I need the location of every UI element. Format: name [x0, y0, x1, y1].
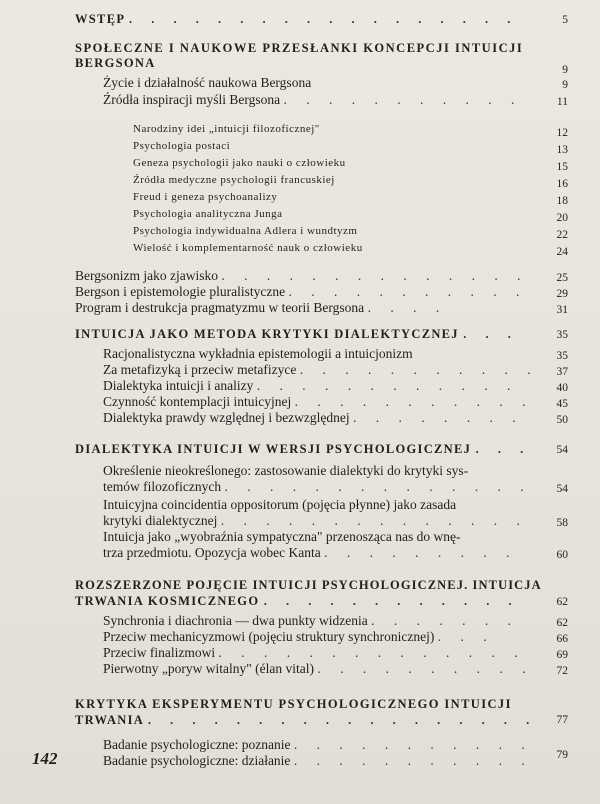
toc-page: 72	[556, 665, 568, 677]
toc-entry: Program i destrukcja pragmatyzmu w teorii Bergsona . . . .	[75, 300, 448, 315]
toc-entry: temów filozoficznych . . . . . . . . . . . . . .	[103, 479, 532, 494]
toc-page: 35	[556, 350, 568, 362]
toc-page: 11	[556, 96, 568, 108]
toc-page: 37	[556, 366, 568, 378]
toc-entry: krytyki dialektycznej . . . . . . . . . . . . . .	[103, 513, 528, 528]
toc-entry: Badanie psychologiczne: poznanie . . . . . . . . . . .	[103, 737, 533, 752]
toc-subentry: Źródła medyczne psychologii francuskiej	[133, 174, 335, 186]
toc-entry: Intuicyjna coincidentia oppositorum (pojęcia płynne) jako zasada	[103, 497, 457, 512]
toc-page: 62	[556, 617, 568, 629]
toc-section-3: DIALEKTYKA INTUICJI W WERSJI PSYCHOLOGICZNEJ . . .	[75, 442, 532, 456]
toc-page: 22	[556, 229, 568, 241]
toc-page: 79	[556, 749, 568, 761]
toc-page: 9	[562, 79, 568, 91]
toc-page: 16	[556, 178, 568, 190]
toc-page: 45	[556, 398, 568, 410]
toc-entry: Synchronia i diachronia — dwa punkty widzenia . . . . . . .	[103, 613, 519, 628]
toc-page: 50	[556, 414, 568, 426]
toc-section-5-line1: KRYTYKA EKSPERYMENTU PSYCHOLOGICZNEGO INTUICJI	[75, 697, 512, 711]
toc-page: 12	[556, 127, 568, 139]
toc-entry: Racjonalistyczna wykładnia epistemologii a intuicjonizm	[103, 346, 413, 361]
toc-page: 18	[556, 195, 568, 207]
toc-subentry: Psychologia indywidualna Adlera i wundtyzm	[133, 225, 358, 237]
toc-page: 54	[556, 444, 568, 456]
toc-entry: Czynność kontemplacji intuicyjnej . . . . . . . . . . .	[103, 394, 534, 409]
toc-page: 35	[556, 329, 568, 341]
toc-entry: Dialektyka prawdy względnej i bezwzględnej . . . . . . . .	[103, 410, 524, 425]
toc-page: 15	[556, 161, 568, 173]
toc-section-4-line1: ROZSZERZONE POJĘCIE INTUICJI PSYCHOLOGICZNEJ. INTUICJA	[75, 578, 542, 592]
toc-entry: Życie i działalność naukowa Bergsona	[103, 75, 312, 90]
toc-entry: Bergson i epistemologie pluralistyczne . . . . . . . . . . .	[75, 284, 528, 299]
toc-entry: Dialektyka intuicji i analizy . . . . . . . . . . . .	[103, 378, 519, 393]
toc-page: 40	[556, 382, 568, 394]
toc-entry: Pierwotny „poryw witalny" (élan vital) . . . . . . . . . .	[103, 661, 534, 676]
toc-subentry: Freud i geneza psychoanalizy	[133, 191, 278, 203]
toc-entry: Przeciw finalizmowi . . . . . . . . . . . . . .	[103, 645, 526, 660]
toc-page: 77	[556, 714, 568, 726]
toc-page: 9	[562, 64, 568, 76]
toc-section-1-line1: SPOŁECZNE I NAUKOWE PRZESŁANKI KONCEPCJI INTUICJI	[75, 41, 524, 55]
toc-section-5-line2: TRWANIA . . . . . . . . . . . . . . . . . .	[75, 713, 538, 727]
toc-subentry: Narodziny idei „intuicji filozoficznej"	[133, 123, 320, 135]
toc-subentry: Geneza psychologii jako nauki o człowieku	[133, 157, 346, 169]
toc-page: 24	[556, 246, 568, 258]
toc-page: 54	[556, 483, 568, 495]
toc-page: 60	[556, 549, 568, 561]
toc-entry-wstep: WSTĘP . . . . . . . . . . . . . . . . . .	[75, 12, 519, 26]
toc-entry: Określenie nieokreślonego: zastosowanie dialektyki do krytyki sys-	[103, 463, 469, 478]
toc-subentry: Psychologia postaci	[133, 140, 231, 152]
toc-entry: Przeciw mechanicyzmowi (pojęciu struktury synchronicznej) . . .	[103, 629, 495, 644]
toc-section-2: INTUICJA JAKO METODA KRYTYKI DIALEKTYCZNEJ . . .	[75, 327, 519, 341]
toc-entry: Badanie psychologiczne: działanie . . . . . . . . . . .	[103, 753, 533, 768]
toc-page: 5	[562, 14, 568, 26]
toc-page: 13	[556, 144, 568, 156]
toc-page: 31	[556, 304, 568, 316]
toc-entry: Intuicja jako „wyobraźnia sympatyczna" przenosząca nas do wnę-	[103, 529, 461, 544]
toc-subentry: Wielość i komplementarność nauk o człowieku	[133, 242, 363, 254]
toc-page: 58	[556, 517, 568, 529]
toc-entry: Bergsonizm jako zjawisko . . . . . . . . . . . . . .	[75, 268, 529, 283]
page-number: 142	[32, 749, 58, 768]
toc-page: 69	[556, 649, 568, 661]
toc-entry: Za metafizyką i przeciw metafizyce . . . . . . . . . . .	[103, 362, 539, 377]
toc-entry: Źródła inspiracji myśli Bergsona . . . . . . . . . . .	[103, 92, 523, 107]
toc-page: 20	[556, 212, 568, 224]
toc-page: 66	[556, 633, 568, 645]
toc-page: 29	[556, 288, 568, 300]
toc-section-4-line2: TRWANIA KOSMICZNEGO . . . . . . . . . . . .	[75, 594, 520, 608]
toc-entry: trza przedmiotu. Opozycja wobec Kanta . . . . . . . . .	[103, 545, 518, 560]
toc-page: 62	[556, 596, 568, 608]
toc-page: 25	[556, 272, 568, 284]
toc-section-1-line2: BERGSONA	[75, 56, 156, 70]
toc-subentry: Psychologia analityczna Junga	[133, 208, 283, 220]
